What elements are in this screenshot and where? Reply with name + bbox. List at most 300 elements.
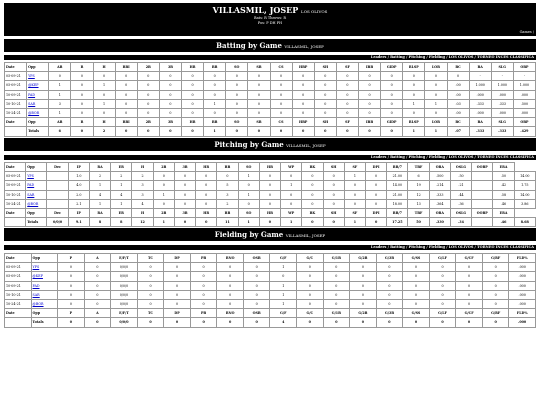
- footer-header-row-cell: TBF: [408, 208, 429, 217]
- totals-row-cell: 8: [111, 218, 132, 227]
- table-row-cell: 0: [323, 272, 350, 281]
- totals-row-cell: .07: [447, 127, 469, 136]
- totals-row-cell: 11: [217, 218, 238, 227]
- table-row-cell: .46: [493, 199, 514, 208]
- table-row-cell: 0: [217, 281, 244, 290]
- header-row-cell: BB/7: [387, 163, 408, 172]
- header-row-cell: Date: [5, 254, 32, 263]
- totals-row-cell: [5, 318, 32, 327]
- table-row-cell: 1: [111, 181, 132, 190]
- table-row-cell: 0: [243, 263, 270, 272]
- footer-header-row-cell: SLG: [491, 118, 513, 127]
- table-row-cell: .000: [469, 108, 491, 117]
- table-row-cell: 3: [132, 190, 153, 199]
- table-row-cell: [47, 190, 68, 199]
- table-row: [5, 290, 536, 299]
- table-row-cell: 0: [365, 199, 386, 208]
- table-row: [5, 81, 536, 90]
- fielding-title-text: Fielding by Game: [214, 230, 284, 239]
- table-row-cell: 1: [111, 199, 132, 208]
- table-row-cell: 0: [376, 263, 403, 272]
- header-row-cell: Date: [5, 163, 26, 172]
- table-row-cell: 0: [429, 272, 456, 281]
- table-row-cell: 1: [49, 81, 71, 90]
- table-row-cell: 0: [137, 108, 159, 117]
- header-row-cell: G/CF: [456, 254, 483, 263]
- table-row-cell: 10-24-21: [5, 108, 27, 117]
- table-row-cell: 0: [159, 72, 181, 81]
- header-row-cell: SO: [238, 163, 259, 172]
- table-row-cell[interactable]: @KEP: [31, 272, 58, 281]
- table-row-cell: 0: [137, 263, 164, 272]
- table-row-cell: 0: [137, 90, 159, 99]
- table-row-cell: 0: [248, 99, 270, 108]
- pitching-table: [4, 162, 536, 227]
- table-row-cell[interactable]: YPS: [31, 263, 58, 272]
- table-row-cell: 0: [58, 299, 85, 308]
- table-row-cell: [47, 199, 68, 208]
- table-row-cell: 0: [137, 272, 164, 281]
- footer-header-row-cell: DPI: [365, 208, 386, 217]
- totals-row-cell: [5, 127, 27, 136]
- header-row-cell: BA: [469, 63, 491, 72]
- table-row-cell: 0: [344, 199, 365, 208]
- table-row-cell: 0: [482, 281, 509, 290]
- table-row: [5, 190, 536, 199]
- table-row-cell: 21.00: [387, 172, 408, 181]
- table-row-cell[interactable]: @BOR: [26, 199, 47, 208]
- totals-row-cell: 0: [323, 318, 350, 327]
- totals-row-cell: .333: [469, 127, 491, 136]
- table-row-cell: .03: [447, 99, 469, 108]
- totals-row-cell: 0: [159, 127, 181, 136]
- table-row-cell: 14.00: [514, 172, 535, 181]
- totals-row-cell: 0: [376, 318, 403, 327]
- table-row-cell[interactable]: @BOR: [27, 108, 49, 117]
- totals-row-cell: 0: [164, 318, 191, 327]
- table-row-cell: 0: [403, 90, 425, 99]
- table-row-cell: 1.000: [513, 81, 535, 90]
- fielding-nav-links[interactable]: Leaders / Batting / Pitching / Fielding / LOS OLIVOS / TORNEO INCES CLASSIFICA: [4, 245, 536, 250]
- header-row-cell: OOBP: [472, 163, 493, 172]
- table-row-cell[interactable]: PAD: [27, 90, 49, 99]
- table-row-cell: 0: [359, 99, 381, 108]
- player-header: [4, 3, 536, 36]
- table-row-cell: 10-24-21: [5, 299, 32, 308]
- table-row-cell: 0: [226, 99, 248, 108]
- footer-header-row-cell: E/F/T: [111, 309, 138, 318]
- totals-row-cell: 1: [153, 218, 174, 227]
- table-row-cell: 1: [281, 181, 302, 190]
- footer-header-row-cell: OSLG: [450, 208, 471, 217]
- table-row-cell: 0: [292, 108, 314, 117]
- totals-row-cell: 0: [137, 127, 159, 136]
- table-row-cell: 0: [93, 72, 115, 81]
- totals-row-cell: 0: [174, 218, 195, 227]
- totals-row: [5, 218, 536, 227]
- footer-header-row-cell: G/C: [297, 309, 324, 318]
- table-row-cell: 0: [281, 190, 302, 199]
- table-row-cell: 0: [243, 281, 270, 290]
- totals-row-cell: 1: [403, 127, 425, 136]
- footer-header-row-cell: Date: [5, 208, 26, 217]
- totals-row-cell: 0: [248, 127, 270, 136]
- footer-header-row-cell: G/1B: [323, 309, 350, 318]
- table-row-cell: 0: [226, 108, 248, 117]
- table-row-cell: 0: [243, 290, 270, 299]
- header-row-cell: 3B: [159, 63, 181, 72]
- header-row-cell: ER: [111, 163, 132, 172]
- table-row-cell: .000: [491, 90, 513, 99]
- table-row-cell: 0: [71, 81, 93, 90]
- table-row-cell: .00: [447, 81, 469, 90]
- table-row-cell: 10-10-21: [5, 99, 27, 108]
- table-row-cell: 0: [217, 272, 244, 281]
- table-row-cell: 0: [302, 181, 323, 190]
- player-name: VILLASMIL, JOSEP: [212, 5, 299, 15]
- table-row-cell: 0: [58, 272, 85, 281]
- table-row-cell: 10-10-21: [5, 190, 26, 199]
- table-row-cell: 0: [425, 81, 447, 90]
- table-row-cell: 0: [259, 199, 280, 208]
- table-row-cell: 0: [84, 281, 111, 290]
- totals-row-cell: 0: [217, 318, 244, 327]
- footer-header-row-cell: G/3B: [376, 309, 403, 318]
- table-row-cell: .333: [491, 99, 513, 108]
- footer-header-row-cell: Opp: [31, 309, 58, 318]
- table-row-cell: 0: [482, 299, 509, 308]
- table-row-cell: 0: [58, 263, 85, 272]
- table-row-cell[interactable]: SAR: [31, 290, 58, 299]
- header-row-cell: DP: [164, 254, 191, 263]
- table-row-cell: 12: [408, 190, 429, 199]
- header-row: [5, 254, 536, 263]
- table-row: [5, 299, 536, 308]
- totals-row-cell: 0: [456, 318, 483, 327]
- table-row-cell[interactable]: @BOR: [31, 299, 58, 308]
- header-row-cell: SO: [226, 63, 248, 72]
- footer-header-row-cell: FLD%: [509, 309, 536, 318]
- footer-header-row-cell: SB: [248, 118, 270, 127]
- table-row-cell: 05-09-21: [5, 263, 32, 272]
- header-row-cell: BK: [302, 163, 323, 172]
- footer-header-row-cell: TC: [137, 309, 164, 318]
- footer-header-row-cell: ERA: [493, 208, 514, 217]
- table-row-cell: 0: [381, 90, 403, 99]
- footer-header-row-cell: 2B: [137, 118, 159, 127]
- footer-header-row-cell: G/SS: [403, 309, 430, 318]
- table-row-cell: 0: [159, 99, 181, 108]
- table-row-cell: 0/0/0: [111, 281, 138, 290]
- table-row-cell: 0: [238, 199, 259, 208]
- totals-row-cell: 8: [89, 218, 110, 227]
- table-row-cell: 3: [132, 181, 153, 190]
- table-row: [5, 181, 536, 190]
- table-row-cell: 0: [226, 81, 248, 90]
- header-row-cell: G/3B: [376, 254, 403, 263]
- table-row-cell: 0: [226, 90, 248, 99]
- table-row-cell: 0: [297, 263, 324, 272]
- table-row-cell: 0: [159, 81, 181, 90]
- header-row-cell: G/RF: [482, 254, 509, 263]
- footer-header-row-cell: BC: [447, 118, 469, 127]
- table-row: [5, 72, 536, 81]
- table-row-cell: 0: [204, 90, 226, 99]
- table-row-cell: 21.00: [387, 190, 408, 199]
- footer-header-row-cell: OSB: [243, 309, 270, 318]
- table-row-cell: 0: [259, 190, 280, 199]
- header-row-cell: SF: [336, 63, 358, 72]
- table-row-cell: 1: [425, 99, 447, 108]
- table-row-cell: 0: [281, 172, 302, 181]
- table-row-cell: 0: [259, 181, 280, 190]
- table-row-cell: 2: [132, 172, 153, 181]
- games-link[interactable]: Games /: [519, 30, 534, 34]
- table-row-cell: 0: [456, 272, 483, 281]
- totals-row-cell: 0/0/0: [47, 218, 68, 227]
- table-row-cell: 0: [403, 299, 430, 308]
- header-row-cell: SH: [314, 63, 336, 72]
- totals-row-cell: 0: [323, 218, 344, 227]
- table-row-cell: 4: [89, 190, 110, 199]
- table-row-cell: 0: [71, 99, 93, 108]
- table-row-cell: 0: [84, 290, 111, 299]
- table-row-cell: 0: [196, 190, 217, 199]
- pitching-nav-links[interactable]: Leaders / Batting / Pitching / Fielding / LOS OLIVOS / TORNEO INCES CLASSIFICA: [4, 155, 536, 160]
- totals-row-cell: .429: [513, 127, 535, 136]
- table-row-cell: 0: [456, 290, 483, 299]
- table-row-cell: 0: [174, 181, 195, 190]
- header-row-cell: G/SS: [403, 254, 430, 263]
- table-row-cell: 1: [93, 99, 115, 108]
- table-row-cell: 0: [297, 272, 324, 281]
- totals-row-cell: Totals: [26, 218, 47, 227]
- table-row-cell: 1: [403, 99, 425, 108]
- table-row-cell: 0: [381, 108, 403, 117]
- table-row-cell: [472, 199, 493, 208]
- table-row-cell: .42: [493, 181, 514, 190]
- table-row-cell: .58: [493, 190, 514, 199]
- table-row: [5, 263, 536, 272]
- footer-header-row-cell: BB: [217, 208, 238, 217]
- totals-row-cell: 0: [190, 318, 217, 327]
- table-row-cell: [47, 181, 68, 190]
- footer-header-row-cell: RA: [89, 208, 110, 217]
- header-row-cell: R: [71, 63, 93, 72]
- totals-row-cell: 0: [71, 127, 93, 136]
- table-row-cell: .50: [493, 172, 514, 181]
- table-row-cell: 0: [314, 72, 336, 81]
- table-row-cell: 0: [376, 299, 403, 308]
- totals-row-cell: 0: [359, 127, 381, 136]
- header-row-cell: OSLG: [450, 163, 471, 172]
- table-row-cell: 3: [217, 190, 238, 199]
- table-row-cell: [47, 172, 68, 181]
- header-row-cell: RBI: [115, 63, 137, 72]
- totals-row-cell: 1: [204, 127, 226, 136]
- table-row-cell: 3: [49, 99, 71, 108]
- table-row-cell: 0: [190, 263, 217, 272]
- table-row-cell: .00: [447, 90, 469, 99]
- table-row-cell: 0: [297, 299, 324, 308]
- table-row-cell: 10-24-21: [5, 199, 26, 208]
- totals-row-cell: 4: [270, 318, 297, 327]
- table-row-cell: 1: [238, 190, 259, 199]
- header-row-cell: ERA: [493, 163, 514, 172]
- totals-row-cell: 0: [84, 318, 111, 327]
- totals-row-cell: 0: [226, 127, 248, 136]
- header-row-cell: H: [132, 163, 153, 172]
- table-row-cell: 0: [482, 272, 509, 281]
- footer-header-row-cell: Date: [5, 309, 32, 318]
- table-row-cell: 2: [217, 199, 238, 208]
- header-row-cell: DPI: [365, 163, 386, 172]
- header-row-cell: G/C: [297, 254, 324, 263]
- table-row-cell: 0: [323, 172, 344, 181]
- totals-row-cell: 0: [58, 318, 85, 327]
- table-row: [5, 99, 536, 108]
- footer-header-row-cell: G/LF: [429, 309, 456, 318]
- table-row-cell: .000: [509, 299, 536, 308]
- table-row-cell: 0: [359, 81, 381, 90]
- table-row-cell: 0: [456, 263, 483, 272]
- header-row-cell: HR: [182, 63, 204, 72]
- table-row-cell: 0: [270, 99, 292, 108]
- table-row-cell: 0: [164, 272, 191, 281]
- table-row-cell: 0: [376, 272, 403, 281]
- header-row-cell: GIDP: [381, 63, 403, 72]
- footer-header-row-cell: HR: [196, 208, 217, 217]
- table-row-cell: 0: [365, 181, 386, 190]
- totals-row-cell: 0: [137, 318, 164, 327]
- totals-row-cell: 1: [425, 127, 447, 136]
- footer-header-row-cell: G/F: [270, 309, 297, 318]
- table-row-cell: 0: [248, 90, 270, 99]
- table-row-cell: .214: [429, 181, 450, 190]
- totals-row-cell: .000: [509, 318, 536, 327]
- bats-throws: Bats: R Throws: R: [254, 16, 286, 20]
- table-row-cell: 0: [164, 263, 191, 272]
- footer-header-row-cell: 2B: [153, 208, 174, 217]
- table-row-cell: 0: [336, 90, 358, 99]
- header-row-cell: CS: [270, 63, 292, 72]
- table-row-cell: 0: [49, 72, 71, 81]
- footer-header-row-cell: H: [93, 118, 115, 127]
- table-row-cell: .000: [509, 290, 536, 299]
- table-row-cell: 0: [336, 99, 358, 108]
- table-row-cell[interactable]: SAR: [27, 99, 49, 108]
- table-row-cell[interactable]: YPS: [27, 72, 49, 81]
- footer-header-row-cell: HB: [259, 208, 280, 217]
- table-row-cell: 0: [482, 290, 509, 299]
- fielding-subtitle: VILLASMIL, JOSEP: [285, 233, 326, 238]
- table-row-cell: 19: [408, 181, 429, 190]
- table-row-cell[interactable]: @KEP: [27, 81, 49, 90]
- header-row: [5, 163, 536, 172]
- header-row-cell: FLD%: [509, 254, 536, 263]
- table-row: [5, 90, 536, 99]
- table-row-cell: 0: [58, 290, 85, 299]
- table-row-cell: 0: [376, 281, 403, 290]
- header-row-cell: TC: [137, 254, 164, 263]
- footer-header-row-cell: OOBP: [472, 208, 493, 217]
- table-row: [5, 281, 536, 290]
- footer-header-row-cell: RNO: [217, 309, 244, 318]
- table-row-cell: 6: [408, 172, 429, 181]
- header-row-cell: Date: [5, 63, 27, 72]
- table-row-cell: 0: [164, 281, 191, 290]
- table-row-cell: 0: [137, 299, 164, 308]
- table-row-cell: 0: [196, 181, 217, 190]
- footer-header-row-cell: GIDP: [381, 118, 403, 127]
- header-row-cell: RNO: [217, 254, 244, 263]
- table-row-cell: 0: [238, 181, 259, 190]
- table-row-cell: 0: [302, 190, 323, 199]
- header-row-cell: HBP: [292, 63, 314, 72]
- footer-header-row-cell: IP: [68, 208, 89, 217]
- header-row-cell: RLSP: [403, 63, 425, 72]
- table-row-cell: 0: [403, 272, 430, 281]
- footer-header-row-cell: BA: [469, 118, 491, 127]
- totals-row-cell: 0: [403, 318, 430, 327]
- header-row-cell: G/LF: [429, 254, 456, 263]
- table-row-cell[interactable]: YPS: [26, 172, 47, 181]
- footer-header-row-cell: H: [132, 208, 153, 217]
- table-row-cell: .000: [469, 90, 491, 99]
- header-row: [5, 63, 536, 72]
- totals-row-cell: .46: [493, 218, 514, 227]
- table-row-cell: 0: [323, 299, 350, 308]
- table-row-cell: 0: [297, 290, 324, 299]
- table-row-cell: 0: [292, 90, 314, 99]
- header-row-cell: Dec: [47, 163, 68, 172]
- footer-header-row: [5, 208, 536, 217]
- table-row-cell[interactable]: PAD: [26, 181, 47, 190]
- footer-header-row-cell: LOB: [425, 118, 447, 127]
- table-row-cell: 0: [323, 181, 344, 190]
- header-row-cell: WP: [281, 163, 302, 172]
- pitching-title: [4, 138, 536, 151]
- header-row-cell: 3B: [174, 163, 195, 172]
- table-row-cell: 0: [336, 81, 358, 90]
- header-row-cell: BC: [447, 63, 469, 72]
- header-row-cell: OBA: [429, 163, 450, 172]
- table-row-cell: 0: [217, 263, 244, 272]
- footer-header-row-cell: R: [71, 118, 93, 127]
- table-row-cell: .36: [450, 199, 471, 208]
- table-row-cell: 0: [429, 263, 456, 272]
- table-row-cell: 0: [350, 263, 377, 272]
- batting-nav-links[interactable]: Leaders / Batting / Pitching / Fielding / LOS OLIVOS / TORNEO INCES CLASSIFICA: [4, 55, 536, 60]
- footer-header-row-cell: SO: [226, 118, 248, 127]
- table-row-cell[interactable]: PAD: [31, 281, 58, 290]
- footer-header-row-cell: G/CF: [456, 309, 483, 318]
- table-row-cell: 0: [350, 299, 377, 308]
- table-row-cell[interactable]: SAR: [26, 190, 47, 199]
- table-row-cell: 0: [71, 108, 93, 117]
- table-row-cell: 0: [365, 190, 386, 199]
- header-row-cell: RA: [89, 163, 110, 172]
- table-row-cell: 0: [403, 263, 430, 272]
- totals-row-cell: 9.1: [68, 218, 89, 227]
- table-row-cell: .500: [513, 99, 535, 108]
- table-row-cell: 0: [84, 299, 111, 308]
- header-row-cell: TBF: [408, 163, 429, 172]
- table-row-cell: .00: [447, 108, 469, 117]
- footer-header-row-cell: Dec: [47, 208, 68, 217]
- table-row-cell: 1: [49, 90, 71, 99]
- table-row-cell: -: [491, 72, 513, 81]
